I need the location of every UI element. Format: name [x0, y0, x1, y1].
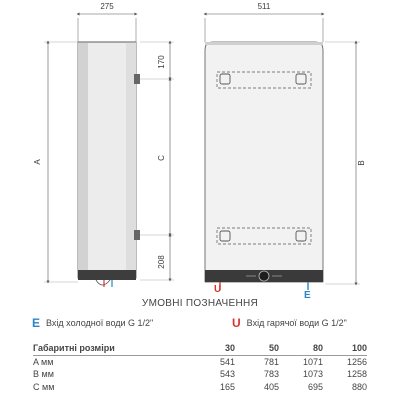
- table-header: 50: [235, 342, 279, 355]
- table-header: 80: [279, 342, 323, 355]
- table-cell: 781: [263, 356, 279, 367]
- dim-label-c: C: [157, 155, 166, 161]
- table-header: 100: [323, 342, 367, 355]
- hot-water-icon: U: [232, 316, 241, 330]
- table-cell: 165: [219, 381, 235, 392]
- dimensions-table: [33, 342, 367, 393]
- row-label: C мм: [33, 381, 55, 392]
- table-cell: 541: [219, 356, 235, 367]
- row-label: B мм: [33, 369, 54, 379]
- row-label: A мм: [33, 356, 54, 367]
- table-cell: 1073: [302, 369, 323, 379]
- side-view: [78, 42, 140, 287]
- table-cell: 405: [263, 381, 279, 392]
- legend-cold-text: Вхід холодної води G 1/2": [46, 318, 154, 328]
- table-cell: 695: [307, 381, 323, 392]
- table-row: [33, 368, 367, 381]
- table-cell: 783: [263, 369, 279, 379]
- table-header-row: [33, 342, 367, 355]
- dim-top-offset: 170: [157, 55, 166, 69]
- table-cell: 880: [351, 381, 367, 392]
- table-header: Габаритні розміри: [33, 342, 191, 355]
- dim-bottom-offset: 208: [157, 255, 166, 269]
- table-row: [33, 355, 367, 368]
- dim-label-b: B: [357, 160, 366, 166]
- cold-connection-mark: E: [304, 290, 311, 301]
- legend-cold: [32, 316, 153, 330]
- hot-connection-mark: U: [214, 284, 222, 295]
- legend-hot: [232, 316, 347, 330]
- legend-hot-text: Вхід гарячої води G 1/2": [246, 318, 347, 328]
- dim-label-a: A: [33, 159, 42, 165]
- table-row: [33, 381, 367, 394]
- dim-side-depth: 275: [100, 2, 114, 11]
- legend-title: УМОВНІ ПОЗНАЧЕННЯ: [141, 298, 259, 309]
- table-cell: 1256: [346, 356, 367, 367]
- table-cell: 543: [219, 369, 235, 379]
- front-view: [205, 42, 323, 301]
- table-header: 30: [191, 342, 235, 355]
- table-cell: 1258: [346, 369, 367, 379]
- cold-water-icon: E: [32, 316, 41, 330]
- dim-front-width: 511: [257, 2, 271, 11]
- table-cell: 1071: [302, 356, 323, 367]
